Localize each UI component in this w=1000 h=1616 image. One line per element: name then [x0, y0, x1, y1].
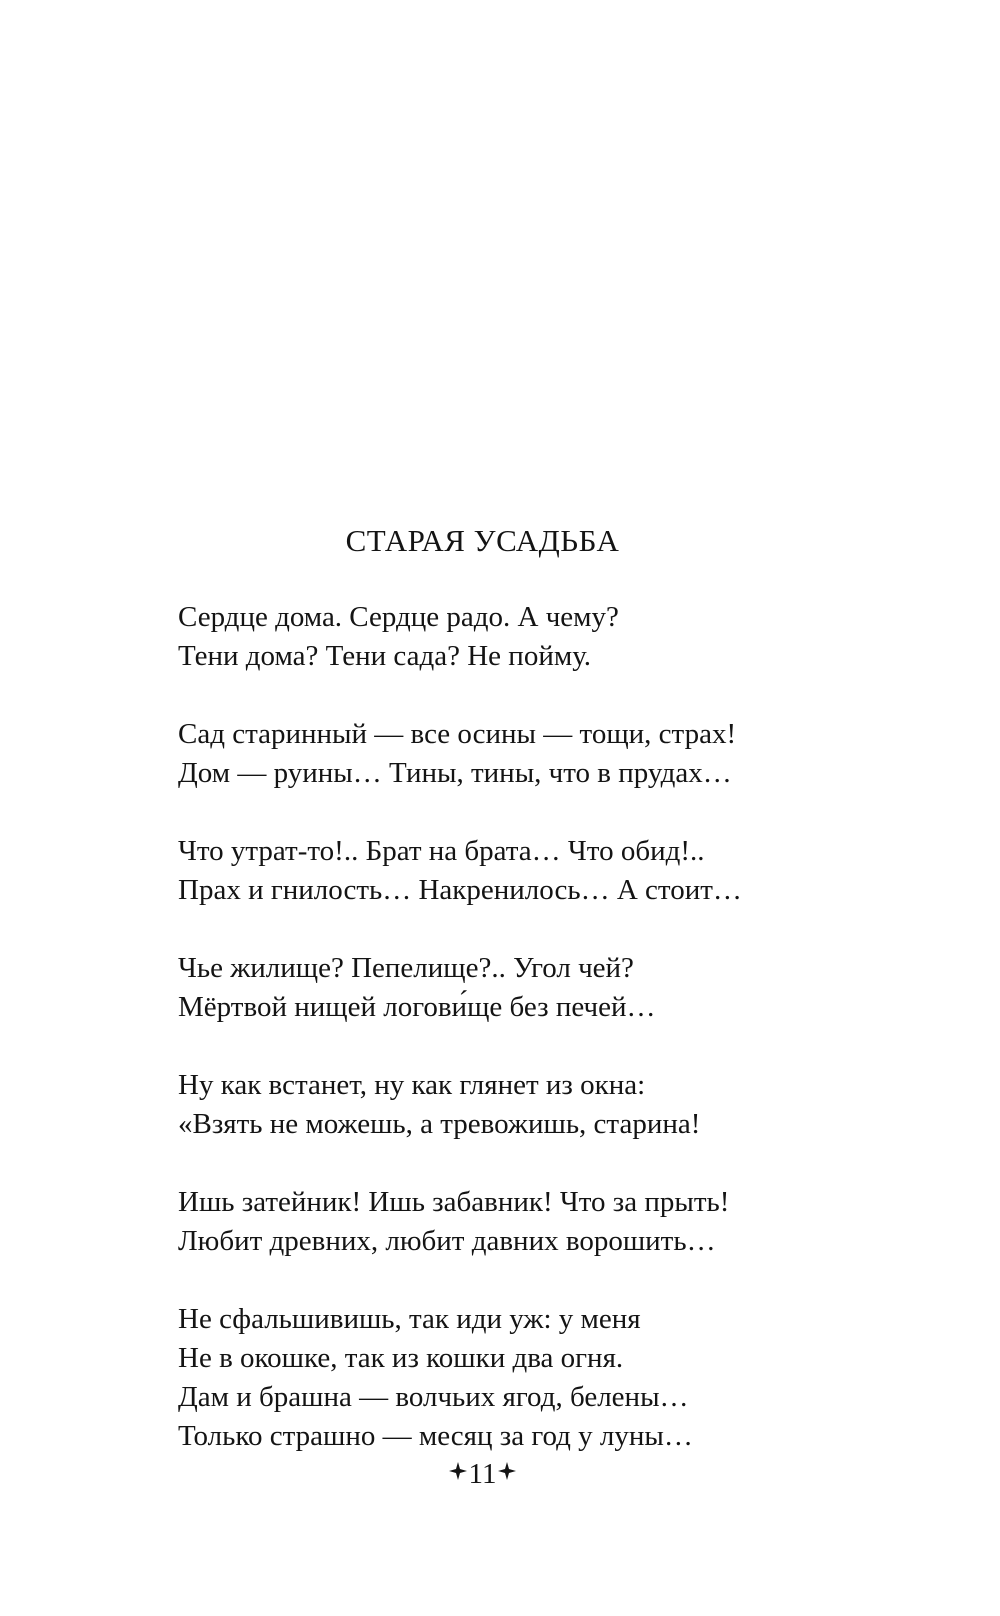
verse-line: Ишь затейник! Ишь забавник! Что за прыть! — [178, 1186, 730, 1218]
verse-line: Любит древних, любит давних ворошить… — [178, 1225, 716, 1257]
four-point-star-icon — [498, 1462, 516, 1480]
verse-line: Тени дома? Тени сада? Не пойму. — [178, 640, 592, 672]
verse-line: Не сфальшивишь, так иди уж: у меня — [178, 1303, 641, 1335]
verse-line: Сад старинный — все осины — тощи, страх! — [178, 718, 737, 750]
verse-line: Мёртвой нищей логови́ще без печей… — [178, 991, 656, 1023]
poem-body — [178, 598, 938, 1456]
verse-line: Чье жилище? Пепелище?.. Угол чей? — [178, 952, 634, 984]
verse-line: «Взять не можешь, а тревожишь, старина! — [178, 1108, 701, 1140]
verse-line: Ну как встанет, ну как глянет из окна: — [178, 1069, 646, 1101]
stanza — [178, 715, 938, 793]
verse-line: Дом — руины… Тины, тины, что в прудах… — [178, 757, 732, 789]
verse-line: Не в окошке, так из кошки два огня. — [178, 1342, 624, 1374]
stanza — [178, 598, 938, 676]
stanza — [178, 1066, 938, 1144]
verse-line: Прах и гнилость… Накренилось… А стоит… — [178, 874, 742, 906]
poem-title: СТАРАЯ УСАДЬБА — [345, 523, 620, 558]
stanza — [178, 832, 938, 910]
page-folio — [0, 1457, 965, 1491]
stanza — [178, 1300, 938, 1456]
four-point-star-icon — [449, 1462, 467, 1480]
page-number: 11 — [468, 1458, 497, 1490]
stanza — [178, 1183, 938, 1261]
verse-line: Только страшно — месяц за год у луны… — [178, 1420, 693, 1452]
verse-line: Дам и брашна — волчьих ягод, белены… — [178, 1381, 689, 1413]
verse-line: Что утрат-то!.. Брат на брата… Что обид!.. — [178, 835, 705, 867]
verse-line: Сердце дома. Сердце радо. А чему? — [178, 601, 619, 633]
stanza — [178, 949, 938, 1027]
